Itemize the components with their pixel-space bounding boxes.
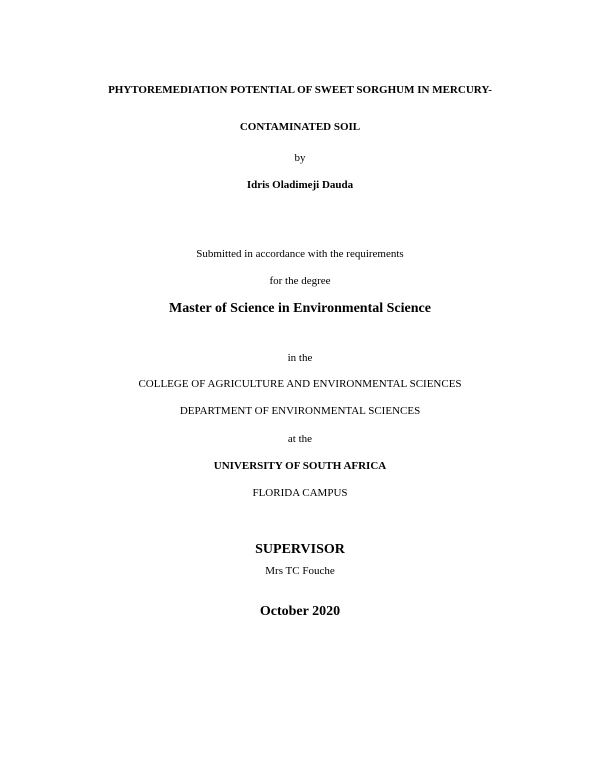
at-the-label: at the bbox=[287, 433, 313, 445]
degree-name: Master of Science in Environmental Science bbox=[169, 301, 431, 316]
degree-intro: for the degree bbox=[269, 275, 331, 287]
supervisor-heading: SUPERVISOR bbox=[255, 542, 345, 557]
college-name: COLLEGE OF AGRICULTURE AND ENVIRONMENTAL SCIENCES bbox=[138, 378, 462, 390]
university-name: UNIVERSITY OF SOUTH AFRICA bbox=[213, 460, 387, 472]
thesis-title-line-2: CONTAMINATED SOIL bbox=[239, 121, 361, 133]
author-name: Idris Oladimeji Dauda bbox=[246, 179, 354, 191]
supervisor-name: Mrs TC Fouche bbox=[265, 565, 335, 577]
thesis-title-line-1: PHYTOREMEDIATION POTENTIAL OF SWEET SORGHUM IN MERCURY- bbox=[108, 84, 492, 96]
submission-statement: Submitted in accordance with the requirements bbox=[196, 248, 404, 260]
in-the-label: in the bbox=[287, 352, 313, 364]
department-name: DEPARTMENT OF ENVIRONMENTAL SCIENCES bbox=[179, 405, 421, 417]
by-label: by bbox=[294, 152, 306, 164]
submission-date: October 2020 bbox=[259, 604, 341, 619]
campus-name: FLORIDA CAMPUS bbox=[252, 487, 348, 499]
